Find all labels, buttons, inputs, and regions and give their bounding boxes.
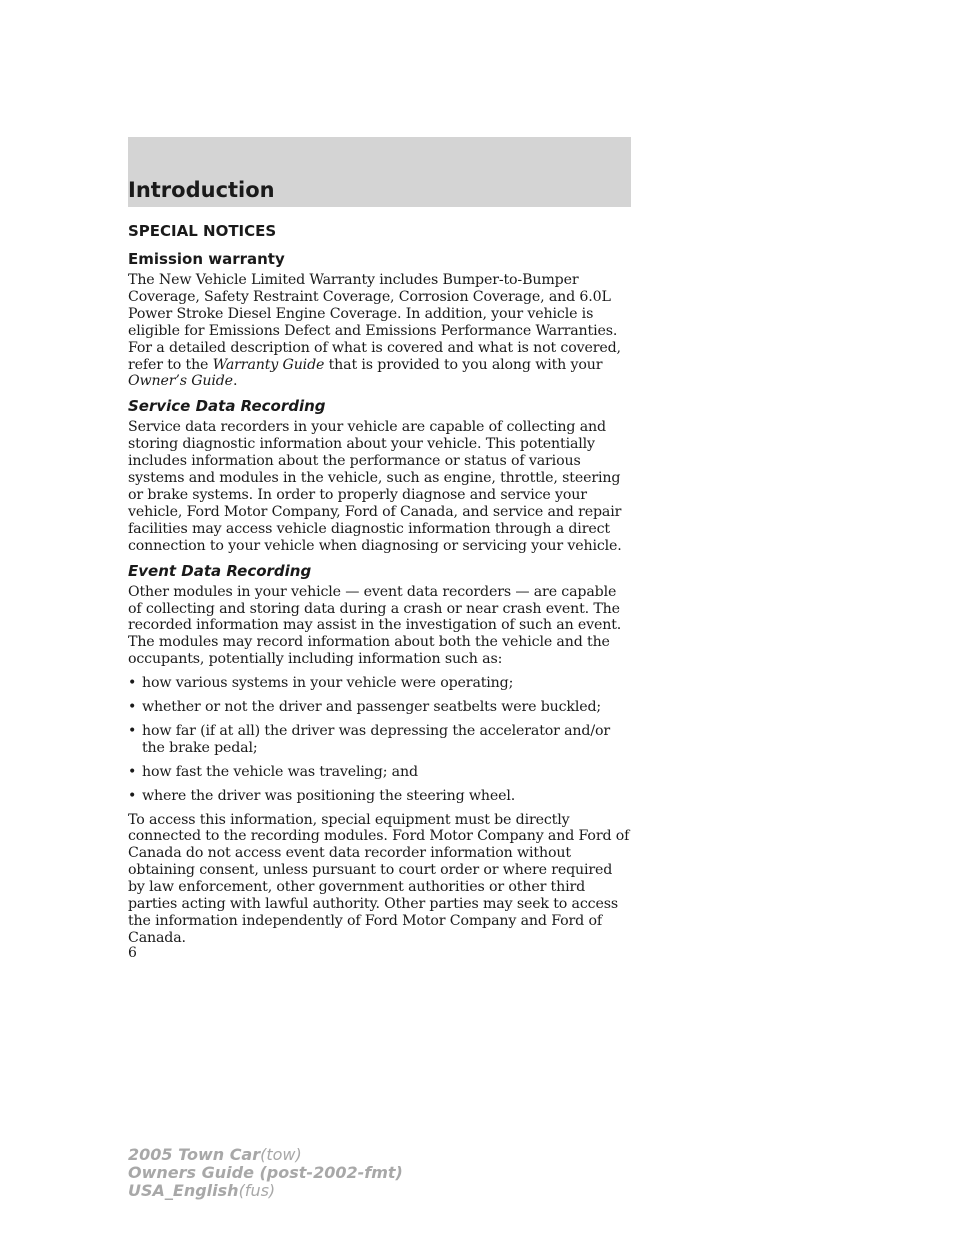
- footer-language: USA_English: [128, 1181, 239, 1200]
- event-data-paragraph: Other modules in your vehicle — event data recorders — are capable of collecting and storing data during a crash or near crash event. The recorded information may assist in the investigation of such an event. The modules may record information about both the vehicle and the occupants, potentially including information such as:: [128, 583, 622, 668]
- page-content: [128, 222, 633, 954]
- emission-text-middle: that is provided to you along with your: [324, 356, 603, 373]
- service-data-paragraph: Service data recorders in your vehicle are capable of collecting and storing diagnostic information about your vehicle. This potentially includes information about the performance or status of various systems and modules in the vehicle, such as engine, throttle, steering or brake systems. In order to properly diagnose and service your vehicle, Ford Motor Company, Ford of Canada, and service and repair facilities may access vehicle diagnostic information through a direct connection to your vehicle when diagnosing or servicing your vehicle.: [128, 419, 622, 554]
- special-notices-heading: SPECIAL NOTICES: [128, 222, 277, 240]
- page-number: 6: [128, 945, 137, 961]
- event-data-recording-heading: Event Data Recording: [128, 561, 312, 580]
- footer-model-code: (tow): [260, 1145, 302, 1164]
- footer-line-1: [128, 1146, 403, 1164]
- emission-text-before: The New Vehicle Limited Warranty includes Bumper-to-Bumper Coverage, Safety Restraint Coverage, Corrosion Coverage, and 6.0L Power Stroke Diesel Engine Coverage. In addition, your vehicle is eligible for Emissions Defect and Emissions Performance Warranties. For a detailed description of what is covered and what is not covered, refer to the: [128, 272, 621, 373]
- event-data-bullet-list: [128, 675, 633, 804]
- bullet-item: • whether or not the driver and passenger seatbelts were buckled;: [128, 699, 633, 716]
- emission-warranty-paragraph: [128, 272, 633, 390]
- event-data-closing-paragraph: To access this information, special equipment must be directly connected to the recording modules. Ford Motor Company and Ford of Canada do not access event data recorder information without obtaining consent, unless pursuant to court order or where required by law enforcement, other government authorities or other third parties acting with lawful authority. Other parties may seek to access the information independently of Ford Motor Company and Ford of Canada.: [128, 811, 630, 946]
- warranty-guide-title: Warranty Guide: [212, 356, 325, 373]
- footer-model: 2005 Town Car: [128, 1145, 261, 1164]
- emission-text-end: .: [232, 373, 238, 390]
- service-data-recording-heading: Service Data Recording: [128, 397, 326, 416]
- bullet-item: • how fast the vehicle was traveling; and: [128, 764, 633, 781]
- bullet-item: • where the driver was positioning the steering wheel.: [128, 788, 633, 805]
- footer-line-2: Owners Guide (post-2002-fmt): [128, 1163, 403, 1182]
- emission-warranty-heading: Emission warranty: [128, 250, 285, 268]
- footer-line-3: [128, 1182, 403, 1200]
- footer-language-code: (fus): [238, 1181, 276, 1200]
- section-header-bar: [128, 137, 631, 207]
- document-footer: [128, 1146, 403, 1200]
- bullet-item: • how various systems in your vehicle were operating;: [128, 675, 633, 692]
- bullet-item: • how far (if at all) the driver was depressing the accelerator and/or the brake pedal;: [128, 723, 633, 757]
- owners-guide-title: Owner’s Guide: [128, 373, 233, 390]
- section-title: Introduction: [128, 178, 275, 202]
